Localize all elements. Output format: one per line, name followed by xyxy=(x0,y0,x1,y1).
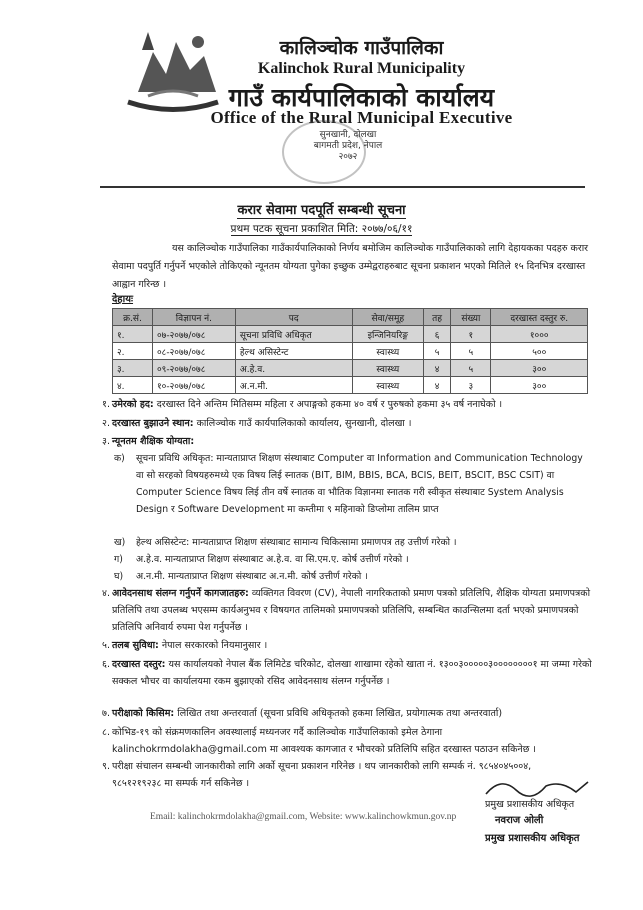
list-item-age xyxy=(102,397,592,412)
table-cell: ०९-२०७७/०७८ xyxy=(153,360,236,377)
list-item-documents xyxy=(102,585,592,636)
table-cell: ४ xyxy=(423,377,450,394)
col-header: तह xyxy=(423,309,450,326)
table-row xyxy=(113,360,588,377)
table-cell: ०८-२०७७/०७८ xyxy=(153,343,236,360)
municipality-name-en: Kalinchok Rural Municipality xyxy=(257,60,466,77)
table-cell: ४ xyxy=(423,360,450,377)
sub-item-text: अ.न.मी. मान्यताप्राप्त शिक्षण संस्थाबाट अ.न.मी. कोर्ष उत्तीर्ण गरेको । xyxy=(136,571,368,582)
item-number: ७. xyxy=(102,708,110,719)
table-cell: ६ xyxy=(423,326,450,343)
col-header: दरखास्त दस्तुर रु. xyxy=(491,309,588,326)
sub-item-text: सूचना प्रविधि अधिकृत: मान्यताप्राप्त शिक्षण संस्थाबाट Computer वा Information and Communication Technology वा सो सरहको विषयहरुमध्ये एक विषय लिई स्नातक (BIT, BIM, BBIS, BCA, BCIS, BEIT, BSCIT, BSC CSIT) वा Computer Science विषय लिई तीन वर्षे स्नातक वा भौतिक विज्ञानमा स्नातक गरी स्वीकृत संस्थाबाट System Analysis Design र Software Development मा कम्तीमा ९ महिनाको डिप्लोमा तालिम प्राप्त xyxy=(136,453,583,515)
item-number: ३. xyxy=(102,436,110,447)
item-number: २. xyxy=(102,418,110,429)
office-name-en: Office of the Rural Municipal Executive xyxy=(210,108,513,127)
item-text: कोभिड-१९ को संक्रमणकालिन अवस्थालाई मध्यनजर गर्दै कालिञ्चोक गाउँपालिकाको इमेल ठेगाना kalinchokrmdolakha@gmail.com मा आवश्यक कागजात र भौचरको प्रतिलिपि सहित दरखास्त पठाउन सकिनेछ । xyxy=(112,727,536,755)
list-item-fee xyxy=(102,656,592,690)
col-header: विज्ञापन नं. xyxy=(153,309,236,326)
table-cell: हेल्थ असिस्टेन्ट xyxy=(235,343,352,360)
table-row xyxy=(113,343,588,360)
sub-item-mark: घ) xyxy=(114,571,124,582)
item-text: यस कार्यालयको नेपाल बैंक लिमिटेड चरिकोट, दोलखा शाखामा रहेको खाता नं. १३००३०००००३००००००००१ मा जम्मा गरेको सक्कल भौचर वा कार्यालयमा रकम बुझाएको रसिद आवेदनसाथ संलग्न गर्नुपर्नेछ । xyxy=(112,659,592,687)
item-label: न्यूनतम शैक्षिक योग्यता: xyxy=(112,436,195,447)
table-cell: ४. xyxy=(113,377,153,394)
sub-item-mark: क) xyxy=(114,453,125,464)
notice-title-text: करार सेवामा पदपूर्ति सम्बन्धी सूचना xyxy=(237,203,406,218)
col-header: सेवा/समूह xyxy=(352,309,423,326)
col-header: क्र.सं. xyxy=(113,309,153,326)
address-line-2: बागमती प्रदेश, नेपाल xyxy=(313,141,383,151)
item-text: व्यक्तिगत विवरण (CV), नेपाली नागरिकताको प्रमाण पत्रको प्रतिलिपि, शैक्षिक योग्यता प्रमाणपत्रको प्रतिलिपि तथा उपलब्ध भएसम्म कार्यअनुभव र विषयगत तालिमको प्रमाणपत्रको प्रतिलिपि, सम्बन्धित काउन्सिलमा दर्ता भएको प्रमाणपत्रको प्रतिलिपि अनिवार्य रुपमा पेश गर्नुपर्नेछ । xyxy=(112,588,591,633)
col-header: संख्या xyxy=(451,309,491,326)
list-item-exam-type xyxy=(102,706,592,721)
table-cell: ३०० xyxy=(491,360,588,377)
publish-date-text: प्रथम पटक सूचना प्रकाशित मिति: २०७७/०६/११ xyxy=(230,223,413,235)
list-item-covid xyxy=(102,724,592,758)
table-cell: १०-२०७७/०७८ xyxy=(153,377,236,394)
table-cell: ३. xyxy=(113,360,153,377)
item-number: ९. xyxy=(102,761,110,772)
footer-contact: Email: kalinchokrmdolakha@gmail.com, Website: www.kalinchowkmun.gov.np xyxy=(150,812,457,822)
sub-item-text: अ.हे.व. मान्यताप्राप्त शिक्षण संस्थाबाट अ.हे.व. वा सि.एम.ए. कोर्ष उत्तीर्ण गरेको । xyxy=(136,554,409,565)
sub-item-mark: ग) xyxy=(114,554,123,565)
item-label: दरखास्त बुझाउने स्थान: xyxy=(112,418,194,429)
table-cell: १ xyxy=(451,326,491,343)
table-cell: ५ xyxy=(423,343,450,360)
signature-role-top: प्रमुख प्रशासकीय अधिकृत xyxy=(485,799,575,810)
office-address xyxy=(258,130,438,163)
list-heading: देहायः xyxy=(112,294,134,305)
table-cell: ५०० xyxy=(491,343,588,360)
table-cell: ०७-२०७७/०७८ xyxy=(153,326,236,343)
item-number: ४. xyxy=(102,588,110,599)
address-line-1: सुनखानी, दोलखा xyxy=(319,130,377,140)
table-cell: ५ xyxy=(451,360,491,377)
list-item-salary xyxy=(102,638,592,653)
table-cell: १. xyxy=(113,326,153,343)
notice-title xyxy=(0,200,643,218)
address-line-3: २०७२ xyxy=(338,152,358,162)
signatory-role: प्रमुख प्रशासकीय अधिकृत xyxy=(485,833,580,844)
sub-item-it-officer xyxy=(114,450,592,518)
item-text: नेपाल सरकारको नियमानुसार । xyxy=(161,640,268,651)
municipality-name-np: कालिञ्चोक गाउँपालिका xyxy=(279,37,444,59)
table-row xyxy=(113,377,588,394)
item-text: दरखास्त दिने अन्तिम मितिसम्म महिला र अपाङ्गको हकमा ४० वर्ष र पुरुषको हकमा ३५ वर्ष ननाघेको । xyxy=(156,399,503,410)
item-label: तलब सुविधा: xyxy=(112,640,159,651)
table-cell: ५ xyxy=(451,343,491,360)
vacancy-table xyxy=(112,308,588,394)
col-header: पद xyxy=(235,309,352,326)
item-number: ८. xyxy=(102,727,110,738)
item-label: उमेरको हद: xyxy=(112,399,154,410)
table-header-row xyxy=(113,309,588,326)
item-number: ६. xyxy=(102,659,110,670)
table-cell: स्वास्थ्य xyxy=(352,343,423,360)
publish-date xyxy=(0,222,643,236)
item-text: लिखित तथा अन्तरवार्ता (सूचना प्रविधि अधिकृतको हकमा लिखित, प्रयोगात्मक तथा अन्तरवार्ता) xyxy=(177,708,503,719)
table-cell: १००० xyxy=(491,326,588,343)
table-cell: ३०० xyxy=(491,377,588,394)
list-item-qualification xyxy=(102,434,592,449)
item-text: कालिञ्चोक गाउँ कार्यपालिकाको कार्यालय, सुनखानी, दोलखा । xyxy=(196,418,412,429)
sub-item-text: हेल्थ असिस्टेन्ट: मान्यताप्राप्त शिक्षण संस्थाबाट सामान्य चिकित्सामा प्रमाणपत्र तह उत्तीर्ण गरेको । xyxy=(136,537,457,548)
list-item-place xyxy=(102,416,592,431)
sub-item-health-assistant xyxy=(114,534,592,551)
item-label: दरखास्त दस्तुर: xyxy=(112,659,166,670)
table-cell: स्वास्थ्य xyxy=(352,377,423,394)
header-divider xyxy=(100,186,585,188)
notice-body: यस कालिञ्चोक गाउँपालिका गाउँकार्यपालिकाको निर्णय बमोजिम कालिञ्चोक गाउँपालिकाको लागि देहायकका पदहरु करार सेवामा पदपुर्ति गर्नुपर्ने भएकोले तोकिएको न्यूनतम योग्यता पुगेका इच्छुक उम्मेद्वराहरुबाट सूचना प्रकाशन भएको मितिले १५ दिनभित्र दरखास्त आह्वान गरिन्छ । xyxy=(112,243,589,290)
table-cell: अ.न.मी. xyxy=(235,377,352,394)
item-text: परीक्षा संचालन सम्बन्धी जानकारीको लागि अर्को सूचना प्रकाशन गरिनेछ । थप जानकारीको लागि सम्पर्क नं. ९८५४०४५००४, ९८५१२१९२३८ मा सम्पर्क गर्न सकिनेछ । xyxy=(112,761,532,789)
table-cell: इन्जिनियरिङ्ग xyxy=(352,326,423,343)
sub-item-anm xyxy=(114,568,592,585)
table-cell: ३ xyxy=(451,377,491,394)
item-number: ५. xyxy=(102,640,110,651)
office-name-np: गाउँ कार्यपालिकाको कार्यालय xyxy=(228,83,495,112)
item-number: १. xyxy=(102,399,110,410)
table-cell: सूचना प्रविधि अधिकृत xyxy=(235,326,352,343)
signatory-name: नवराज ओली xyxy=(495,815,544,826)
sub-item-mark: ख) xyxy=(114,537,126,548)
table-cell: अ.हे.व. xyxy=(235,360,352,377)
table-row xyxy=(113,326,588,343)
table-cell: २. xyxy=(113,343,153,360)
sub-item-ahw xyxy=(114,551,592,568)
item-label: परीक्षाको किसिम: xyxy=(112,708,175,719)
table-cell: स्वास्थ्य xyxy=(352,360,423,377)
item-label: आवेदनसाथ संलग्न गर्नुपर्ने कागजातहरु: xyxy=(112,588,249,599)
